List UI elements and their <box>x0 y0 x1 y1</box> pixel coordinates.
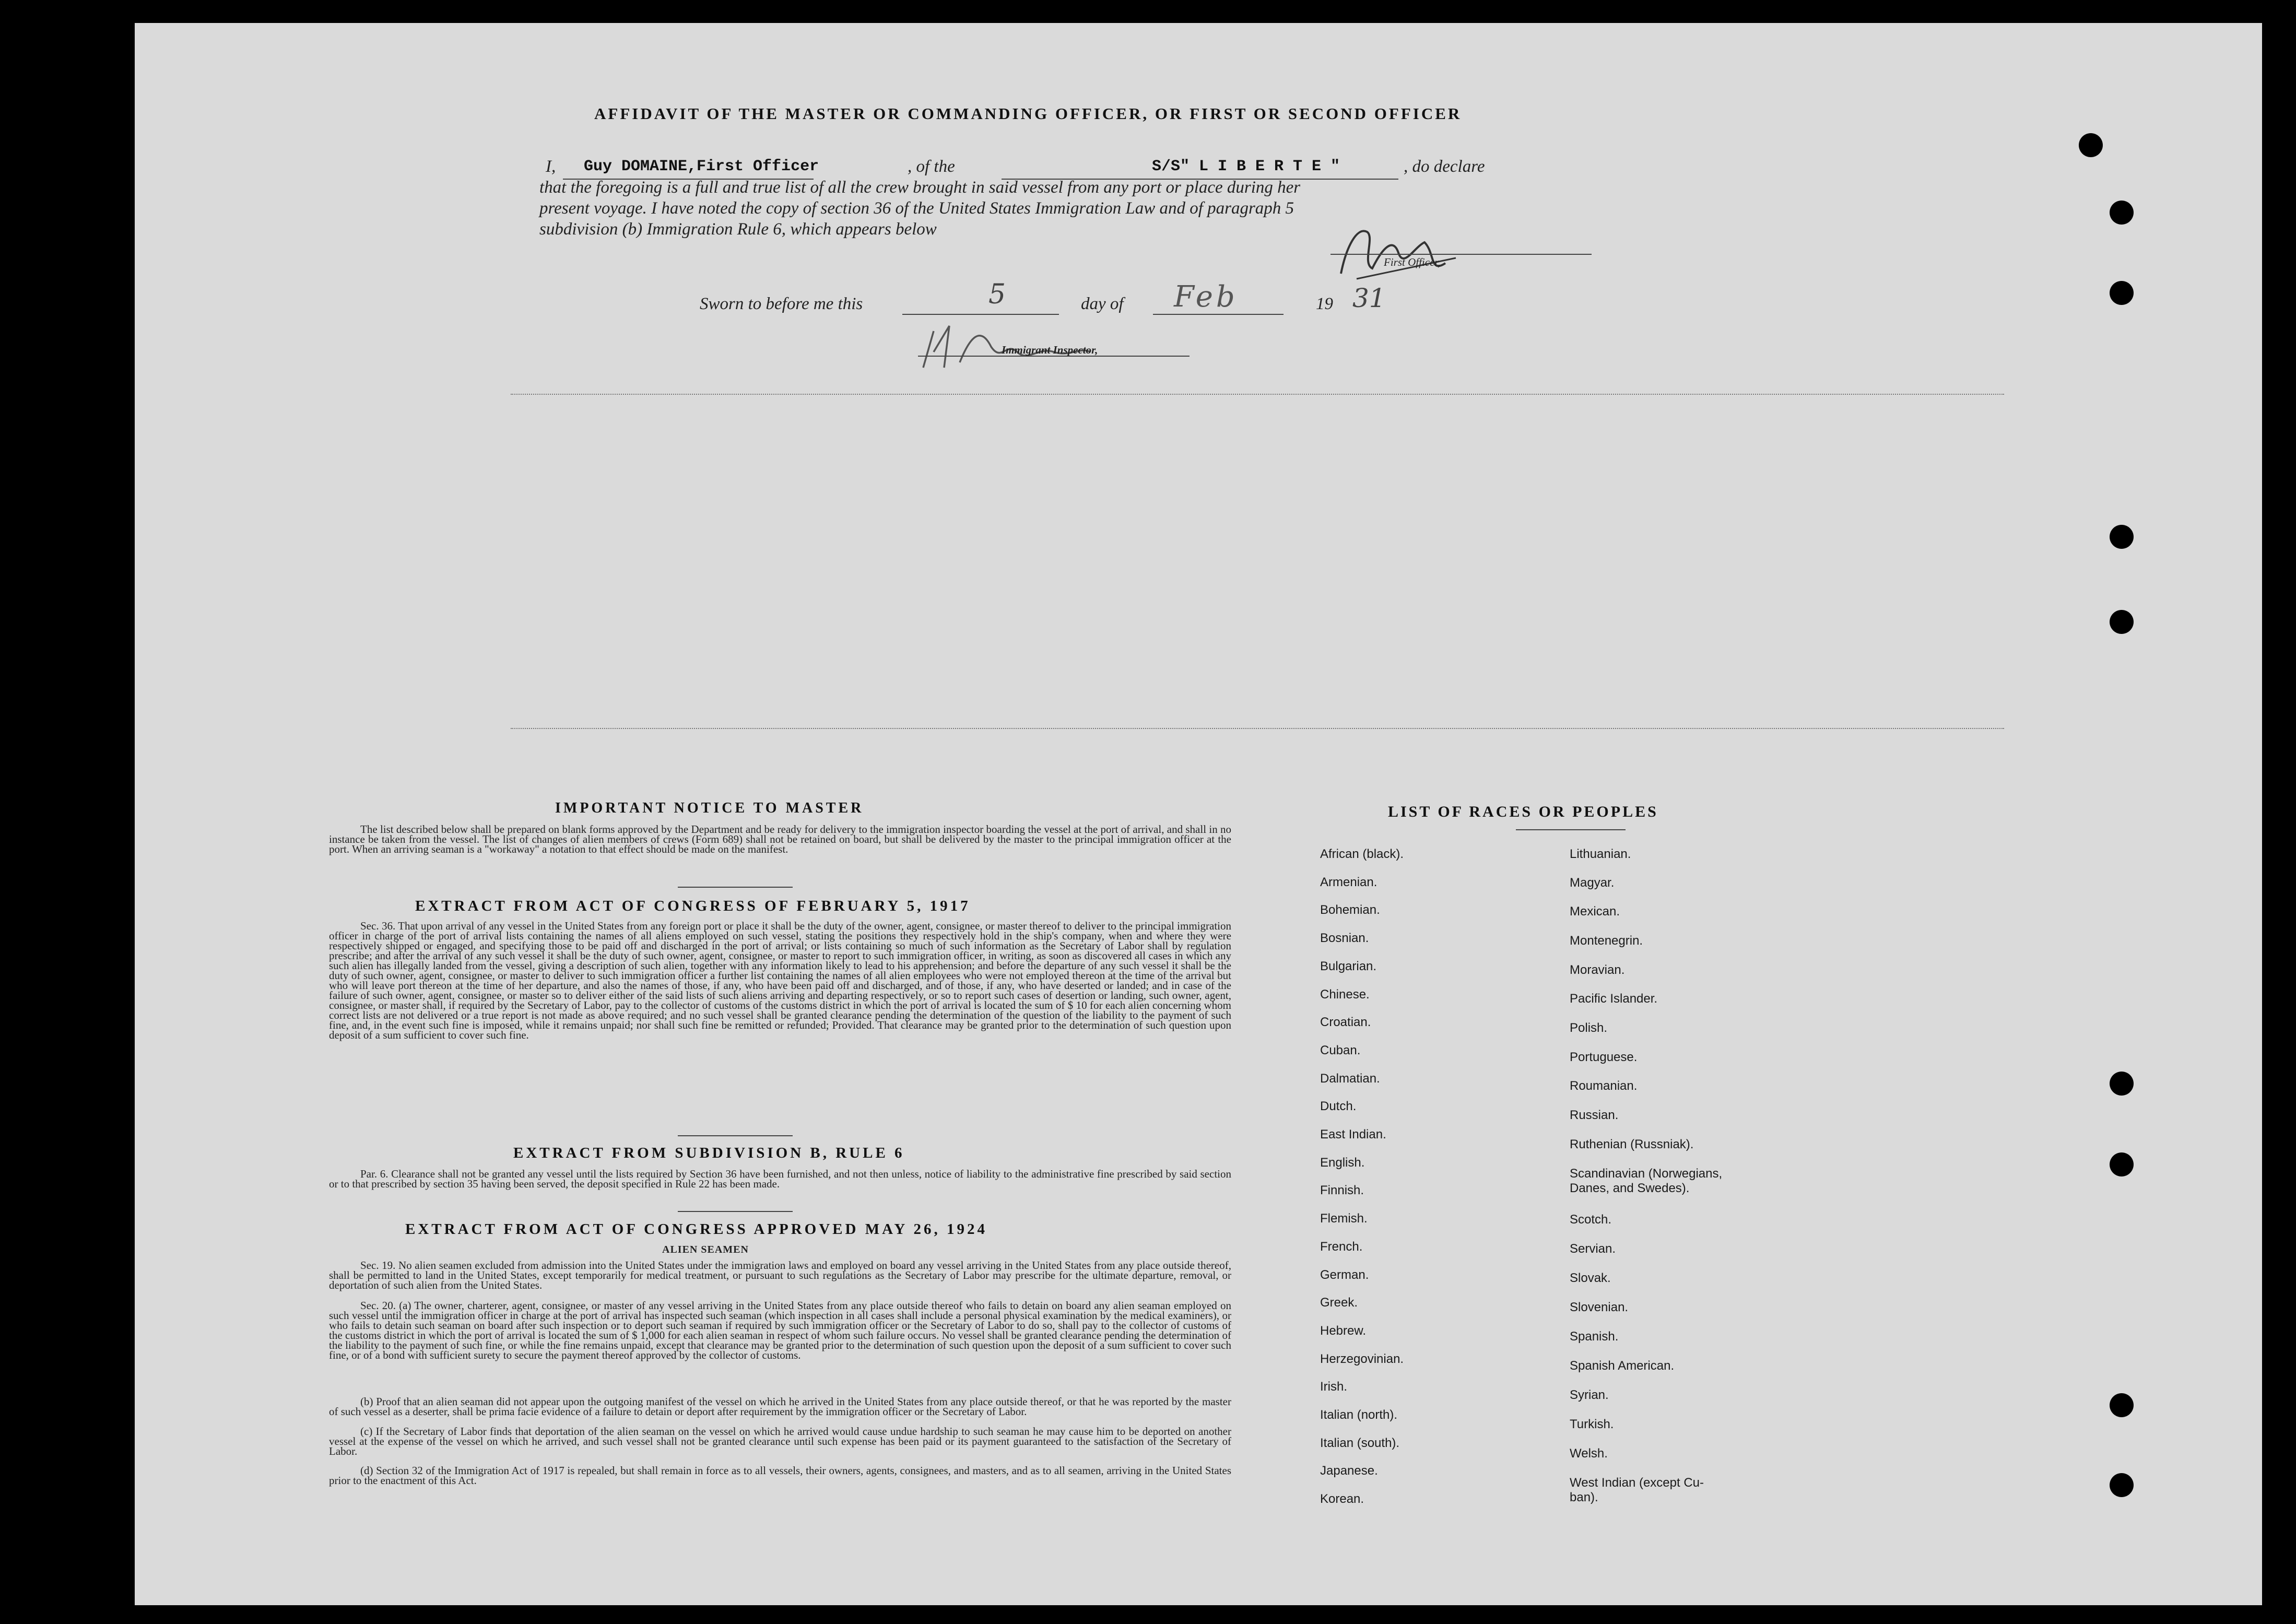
officer-signature <box>1325 216 1461 289</box>
race-item: East Indian. <box>1320 1127 1386 1141</box>
extract-1924-sec19: Sec. 19. No alien seamen excluded from admission into the United States under the immigration laws and employed on board any vessel arriving in the United States from any place outside thereof, shall be permitted to land in the United States, except temporarily for medical treatment, or pursuant to such regulations as the Secretary of Labor may prescribe for the ultimate departure, removal, or deportation of such alien from the United States. <box>329 1259 1231 1291</box>
divider <box>678 1135 793 1136</box>
binder-hole <box>2110 1072 2134 1096</box>
race-item: Slovenian. <box>1570 1300 1629 1314</box>
extract-1924-sec20a: Sec. 20. (a) The owner, charterer, agent, consignee, or master of any vessel arriving in the United States from any place outside thereof who fails to detain on board any alien seaman employed on such vessel until the immigration officer in charge at the port of arrival has inspected such seaman (which inspection in all cases shall include a personal physical examination by the medical examiners), or who fails to detain such seaman on board after such inspection or to deport such seaman if required by such immigration officer or the Secretary of Labor to do so, shall pay to the collector of customs of the customs district in which the port of arrival is located the sum of $ 1,000 for each alien seaman in respect of whom such failure occurs. No vessel shall be granted clearance pending the determination of the liability to the payment of such fine, or while the fine remains unpaid, except that clearance may be granted prior to the determination of such question upon the deposit of a sum sufficient to cover such fine, or of a bond with sufficient surety to secure the payment thereof approved by the collector of customs. <box>329 1299 1231 1361</box>
race-item: Flemish. <box>1320 1211 1368 1226</box>
race-item: English. <box>1320 1155 1365 1170</box>
binder-hole <box>2079 133 2103 157</box>
race-item: Turkish. <box>1570 1417 1614 1431</box>
document-page <box>135 23 2262 1605</box>
race-item: Chinese. <box>1320 987 1370 1002</box>
binder-hole <box>2110 1152 2134 1176</box>
race-item: Russian. <box>1570 1108 1619 1122</box>
race-item: Spanish American. <box>1570 1359 1675 1373</box>
extract-1924-sec20d: (d) Section 32 of the Immigration Act of 1917 is repealed, but shall remain in force as to all vessels, their owners, agents, consignees, and masters, and as to all seamen, arriving in the United States prior to the enactment of this Act. <box>329 1464 1231 1487</box>
affidavit-line-4: subdivision (b) Immigration Rule 6, which appears below <box>539 220 937 239</box>
notice-title: IMPORTANT NOTICE TO MASTER <box>555 800 864 816</box>
race-item: Hebrew. <box>1320 1323 1367 1338</box>
officer-name: Guy DOMAINE,First Officer <box>584 158 819 175</box>
race-item: Dutch. <box>1320 1099 1357 1114</box>
day-underline <box>902 314 1059 315</box>
race-item: French. <box>1320 1239 1363 1254</box>
binder-hole <box>2110 201 2134 225</box>
ruling-line <box>511 728 2004 729</box>
race-item: Welsh. <box>1570 1446 1608 1461</box>
race-item: Bulgarian. <box>1320 959 1377 973</box>
vessel-name: S/S" L I B E R T E " <box>1152 158 1340 175</box>
extract-1924-title: EXTRACT FROM ACT OF CONGRESS APPROVED MAY 26, 1924 <box>405 1221 987 1238</box>
race-item: Syrian. <box>1570 1388 1609 1402</box>
race-item: Polish. <box>1570 1021 1608 1035</box>
race-item: Herzegovinian. <box>1320 1351 1404 1366</box>
race-item: Irish. <box>1320 1380 1348 1394</box>
race-item: African (black). <box>1320 847 1404 861</box>
race-item: Scandinavian (Norwegians, <box>1570 1167 1723 1181</box>
race-item: Slovak. <box>1570 1271 1611 1285</box>
race-item: ban). <box>1570 1490 1598 1504</box>
race-item: Bosnian. <box>1320 931 1369 946</box>
divider <box>678 1211 793 1212</box>
binder-hole <box>2110 525 2134 549</box>
officer-title-label: First Officer, <box>1384 256 1441 268</box>
year-prefix: 19 <box>1316 295 1333 313</box>
race-item: Cuban. <box>1320 1043 1361 1057</box>
race-item: Montenegrin. <box>1570 934 1643 948</box>
affidavit-line-3: present voyage. I have noted the copy of section 36 of the United States Immigration Law and of paragraph 5 <box>539 199 1294 218</box>
race-item: Ruthenian (Russniak). <box>1570 1137 1694 1151</box>
month-value: Feb <box>1174 280 1238 314</box>
race-item: Bohemian. <box>1320 903 1380 917</box>
race-item: West Indian (except Cu- <box>1570 1476 1704 1490</box>
day-of-label: day of <box>1081 295 1124 313</box>
year-value: 31 <box>1352 283 1386 313</box>
race-item: Scotch. <box>1570 1213 1612 1227</box>
month-underline <box>1153 314 1284 315</box>
affidavit-line-2: that the foregoing is a full and true list of all the crew brought in said vessel from any port or place during her <box>539 178 1301 197</box>
binder-hole <box>2110 281 2134 305</box>
divider <box>1516 829 1626 830</box>
extract-1924-sec20b: (b) Proof that an alien seaman did not appear upon the outgoing manifest of the vessel on which he arrived in the United States from any place outside thereof, or that he was reported by the master of such vessel as a deserter, shall be prima facie evidence of a failure to detain or deport after requirement by the immigration officer or the Secretary of Labor. <box>329 1395 1231 1418</box>
race-item: Roumanian. <box>1570 1079 1638 1093</box>
races-title: LIST OF RACES OR PEOPLES <box>1388 803 1658 820</box>
race-item: Magyar. <box>1570 876 1615 890</box>
affidavit-i: I, <box>546 157 556 176</box>
day-value: 5 <box>988 279 1006 310</box>
binder-hole <box>2110 1393 2134 1417</box>
do-declare-label: , do declare <box>1404 157 1485 176</box>
extract-1917-body: Sec. 36. That upon arrival of any vessel in the United States from any foreign port or place it shall be the duty of the owner, agent, consignee, or master thereof to deliver to the principal immigration officer in charge of the port of arrival lists containing the names of all aliens employed on such vessel, stating the positions they respectively hold in the ship's company, when and where they were respectively shipped or engaged, and specifying those to be paid off and discharged in the port of arrival; or lists containing so much of such information as the Secretary of Labor shall by regulation prescribe; and after the arrival of any such vessel it shall be the duty of such owner, agent, consignee, or master to report to such immigration officer, in writing, as soon as discovered all cases in which any such alien has illegally landed from the vessel, giving a description of such alien, together with any information likely to lead to his apprehension; and before the departure of any such vessel it shall be the duty of such owner, agent, consignee, or master to deliver to such immigration officer a further list containing the names of all alien employees who were not employed thereon at the time of the arrival but who will leave port thereon at the time of her departure, and also the names of those, if any, who have been paid off and discharged, and of those, if any, who have deserted or landed; and in case of the failure of such owner, agent, consignee, or master so to deliver either of the said lists of such aliens arriving and departing respectively, or so to report such cases of desertion or landing, such owner, agent, consignee, or master shall, if required by the Secretary of Labor, pay to the collector of customs of the customs district in which the port of arrival is located the sum of $ 10 for each alien concerning whom correct lists are not delivered or a true report is not made as above required; and no such vessel shall be granted clearance pending the determination of the question of the liability to the payment of such fine, and, in the event such fine is imposed, while it remains unpaid; nor shall such fine be remitted or refunded; Provided. That clearance may be granted prior to the determination of such question upon deposit of a sum sufficient to cover such fine. <box>329 920 1231 1041</box>
race-item: Mexican. <box>1570 904 1620 919</box>
race-item: Dalmatian. <box>1320 1071 1380 1086</box>
race-item: Servian. <box>1570 1242 1616 1256</box>
notice-body: The list described below shall be prepared on blank forms approved by the Department and be ready for delivery to the immigration inspector boarding the vessel at the port of arrival, and shall in no instance be taken from the vessel. The list of changes of alien members of crews (Form 689) shall not be retained on board, but shall be delivered by the master to the principal immigration officer at the port. When an arriving seaman is a "workaway" a notation to that effect should be made on the manifest. <box>329 823 1231 855</box>
officer-signature-line <box>1330 254 1592 255</box>
race-item: Japanese. <box>1320 1464 1378 1478</box>
divider <box>678 887 793 888</box>
race-item: Armenian. <box>1320 875 1377 889</box>
alien-seamen-subtitle: ALIEN SEAMEN <box>662 1244 749 1255</box>
race-item: Spanish. <box>1570 1329 1619 1344</box>
extract-rule6-body: Par. 6. Clearance shall not be granted any vessel until the lists required by Section 36 have been furnished, and not then unless, notice of liability to the administrative fine prescribed by said section or to that prescribed by section 35 having been served, the deposit specified in Rule 22 has been made. <box>329 1168 1231 1190</box>
race-item: Greek. <box>1320 1296 1358 1310</box>
affidavit-title: AFFIDAVIT OF THE MASTER OR COMMANDING OFFICER, OR FIRST OR SECOND OFFICER <box>594 104 1462 123</box>
race-item: Danes, and Swedes). <box>1570 1181 1690 1195</box>
race-item: Finnish. <box>1320 1183 1364 1198</box>
race-item: Italian (south). <box>1320 1435 1400 1450</box>
inspector-label: Immigrant Inspector, <box>1002 344 1098 356</box>
race-item: Moravian. <box>1570 963 1625 977</box>
of-the-label: , of the <box>908 157 955 176</box>
extract-1917-title: EXTRACT FROM ACT OF CONGRESS OF FEBRUARY 5, 1917 <box>415 898 971 914</box>
binder-hole <box>2110 1473 2134 1497</box>
race-item: Italian (north). <box>1320 1408 1398 1422</box>
ruling-line <box>511 394 2004 395</box>
race-item: Croatian. <box>1320 1015 1371 1030</box>
race-item: Pacific Islander. <box>1570 992 1658 1006</box>
binder-hole <box>2110 610 2134 634</box>
race-item: German. <box>1320 1267 1369 1282</box>
race-item: Portuguese. <box>1570 1050 1638 1064</box>
extract-1924-sec20c: (c) If the Secretary of Labor finds that deportation of the alien seaman on the vessel on which he arrived would cause undue hardship to such seaman he may cause him to be deported on another vessel at the expense of the vessel on which he arrived, and such vessel shall not be granted clearance until such expense has been paid or its payment guaranteed to the satisfaction of the Secretary of Labor. <box>329 1425 1231 1457</box>
race-item: Korean. <box>1320 1492 1364 1507</box>
extract-rule6-title: EXTRACT FROM SUBDIVISION B, RULE 6 <box>513 1145 905 1161</box>
sworn-label: Sworn to before me this <box>700 295 863 313</box>
race-item: Lithuanian. <box>1570 847 1631 861</box>
